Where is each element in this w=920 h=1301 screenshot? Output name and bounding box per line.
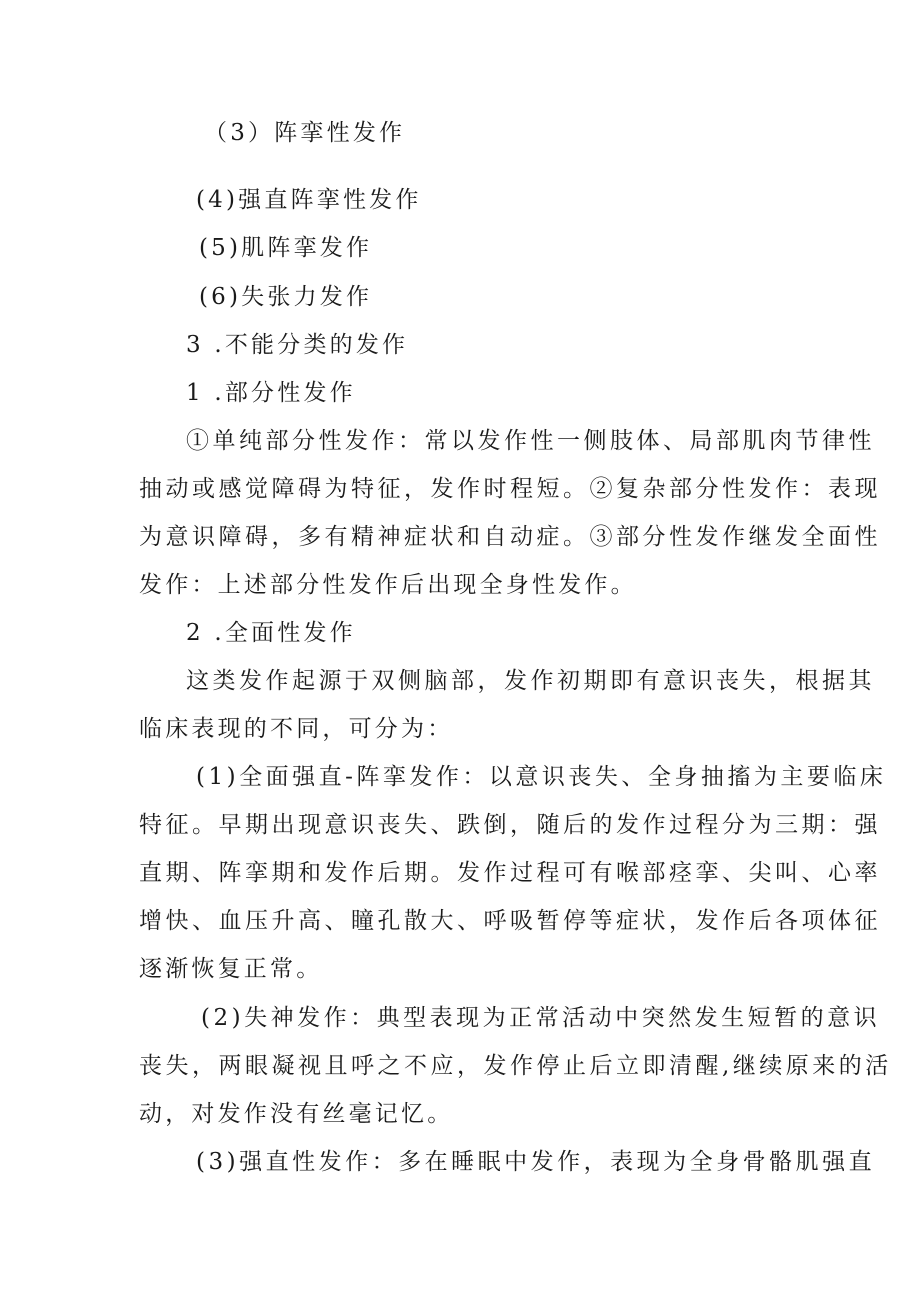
paragraph-absence-line-1: (2)失神发作：典型表现为正常活动中突然发生短暂的意识 [201,1005,881,1031]
heading-generalized-seizure: 2 .全面性发作 [186,620,356,646]
heading-unclassified-seizure: 3 .不能分类的发作 [186,332,409,358]
paragraph-partial-line-2: 抽动或感觉障碍为特征，发作时程短。②复杂部分性发作：表现 [139,476,881,502]
paragraph-tonic-clonic-line-2: 特征。早期出现意识丧失、跌倒，随后的发作过程分为三期：强 [139,812,881,838]
paragraph-tonic-clonic-line-4: 增快、血压升高、瞳孔散大、呼吸暂停等症状，发作后各项体征 [139,908,881,934]
paragraph-generalized-line-1: 这类发作起源于双侧脑部，发作初期即有意识丧失，根据其 [186,668,875,694]
paragraph-generalized-line-2: 临床表现的不同，可分为： [139,716,454,742]
heading-atonic-seizure: (6)失张力发作 [199,284,373,310]
paragraph-tonic-clonic-line-1: (1)全面强直-阵挛发作：以意识丧失、全身抽搐为主要临床 [196,764,887,790]
paragraph-partial-line-1: ①单纯部分性发作：常以发作性一侧肢体、局部肌肉节律性 [186,428,875,454]
paragraph-absence-line-2: 丧失，两眼凝视且呼之不应，发作停止后立即清醒,继续原来的活 [139,1053,892,1079]
heading-myoclonic-seizure: (5)肌阵挛发作 [199,235,373,261]
paragraph-partial-line-3: 为意识障碍，多有精神症状和自动症。③部分性发作继发全面性 [139,524,881,550]
heading-tonic-clonic-seizure: (4)强直阵挛性发作 [196,187,422,213]
paragraph-absence-line-3: 动，对发作没有丝毫记忆。 [139,1101,454,1127]
paragraph-partial-line-4: 发作：上述部分性发作后出现全身性发作。 [139,572,637,598]
heading-partial-seizure: 1 .部分性发作 [186,380,356,406]
paragraph-tonic-clonic-line-3: 直期、阵挛期和发作后期。发作过程可有喉部痉挛、尖叫、心率 [139,860,881,886]
paragraph-tonic-clonic-line-5: 逐渐恢复正常。 [139,956,323,982]
paragraph-tonic-line-1: (3)强直性发作：多在睡眠中发作，表现为全身骨骼肌强直 [196,1149,876,1175]
heading-clonic-seizure: （3）阵挛性发作 [204,120,406,146]
